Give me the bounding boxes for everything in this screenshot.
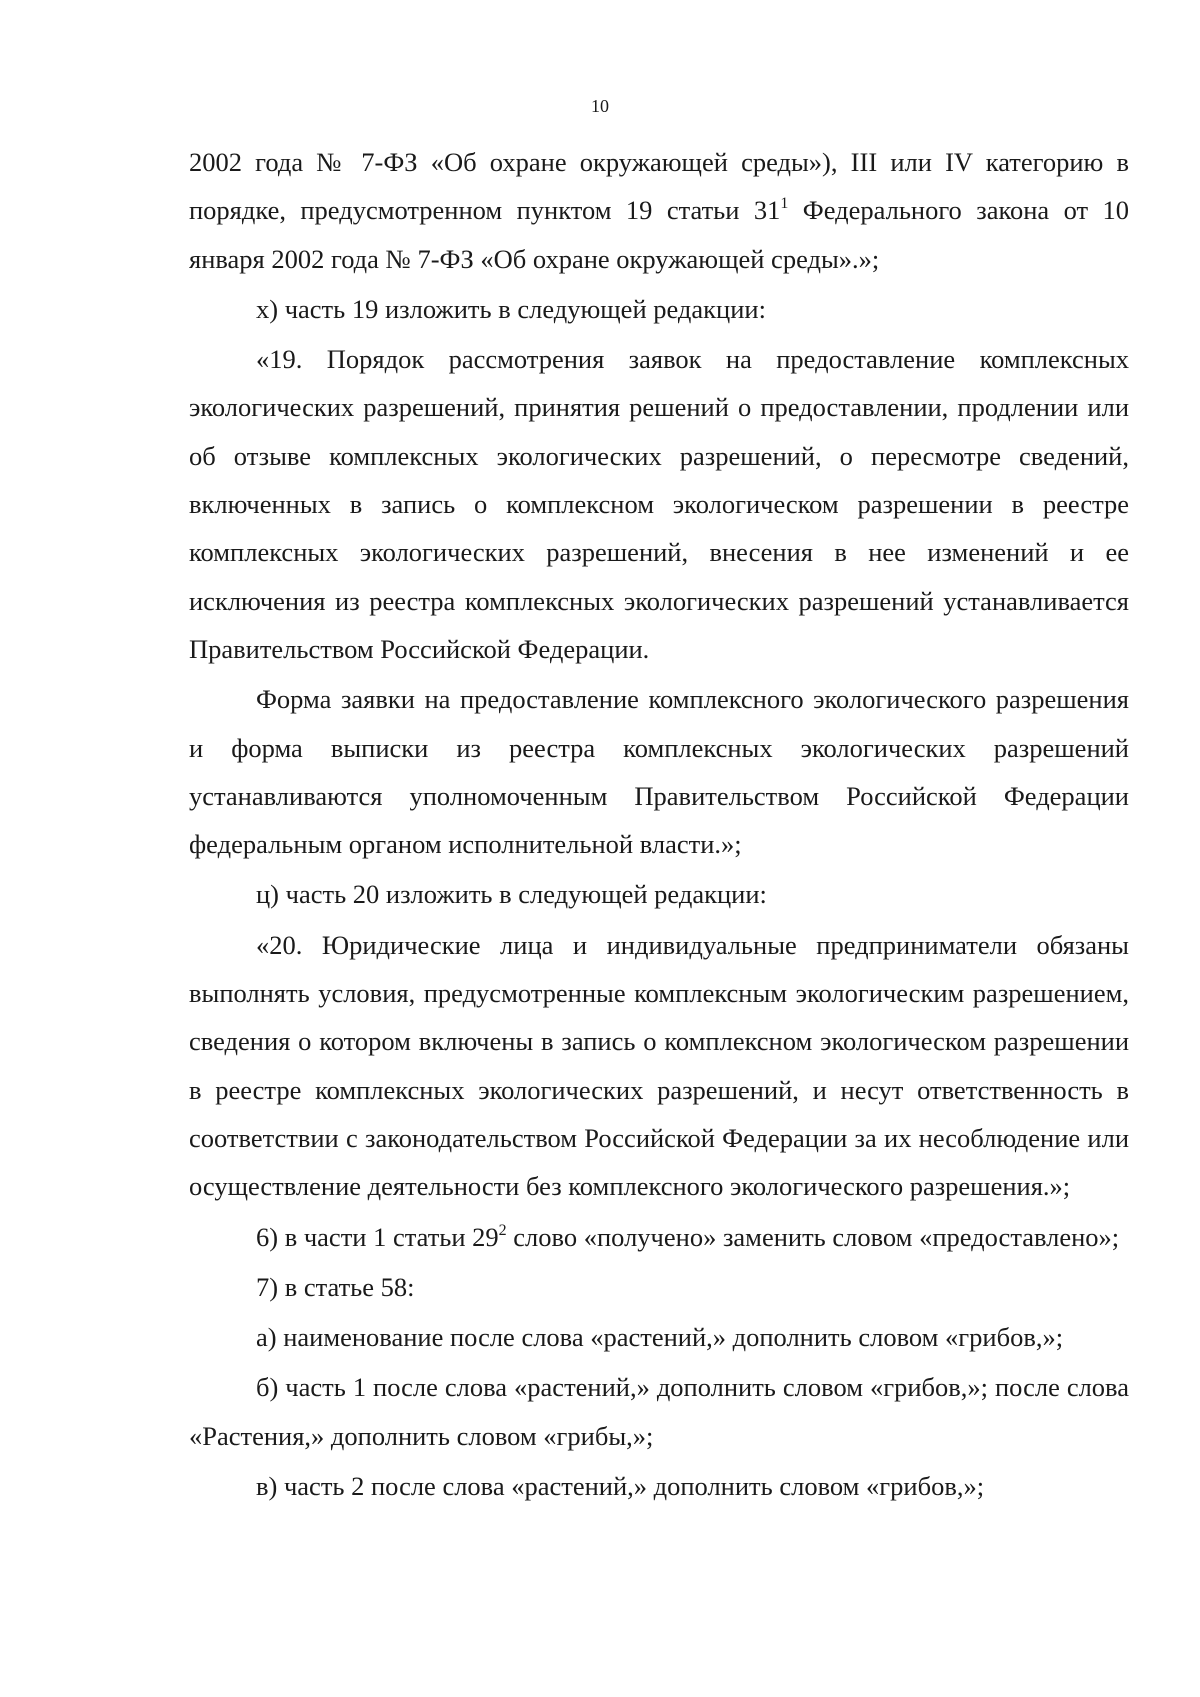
paragraph-application-form: Форма заявки на предоставление комплексного экологического разрешения и форма выписки из реестра комплексных экологических разрешений устанавливаются уполномоченным Правительством Российской Федерации федеральным органом исполнительной власти.»; bbox=[189, 684, 1129, 860]
paragraph-item-7: 7) в статье 58: bbox=[256, 1271, 415, 1302]
paragraph-item-kh: х) часть 19 изложить в следующей редакции: bbox=[256, 293, 766, 324]
paragraph-text: 6) в части 1 статьи 29 bbox=[256, 1221, 499, 1252]
paragraph-part-19: «19. Порядок рассмотрения заявок на предоставление комплексных экологических разрешений, принятия решений о предоставлении, продлении или об отзыве комплексных экологических разрешений, о пересмотре сведений, включенных в запись о комплексном экологическом разрешении в реестре комплексных экологических разрешений, внесения в нее изменений и ее исключения из реестра комплексных экологических разрешений устанавливается Правительством Российской Федерации. bbox=[189, 344, 1129, 664]
page-number: 10 bbox=[591, 96, 609, 116]
document-body bbox=[189, 138, 1129, 1510]
paragraph-item-b: б) часть 1 после слова «растений,» дополнить словом «грибов,»; после слова «Растения,» дополнить словом «грибы,»; bbox=[189, 1372, 1129, 1451]
paragraph-item-a: а) наименование после слова «растений,» дополнить словом «грибов,»; bbox=[256, 1322, 1064, 1353]
paragraph-category-reference bbox=[189, 138, 1129, 283]
paragraph-text: Федерального закона от 10 января 2002 года № 7-ФЗ «Об охране окружающей среды».»; bbox=[189, 195, 1129, 274]
paragraph-item-6 bbox=[189, 1213, 1129, 1261]
paragraph-text: слово «получено» заменить словом «предоставлено»; bbox=[506, 1221, 1120, 1252]
paragraph-item-v: в) часть 2 после слова «растений,» дополнить словом «грибов,»; bbox=[256, 1471, 985, 1502]
superscript: 1 bbox=[780, 195, 789, 213]
superscript: 2 bbox=[498, 1221, 507, 1239]
paragraph-text: 2002 года № 7-ФЗ «Об охране окружающей среды»), III или IV категорию в порядке, предусмотренном пунктом 19 статьи 31 bbox=[189, 147, 1129, 226]
paragraph-part-20: «20. Юридические лица и индивидуальные предприниматели обязаны выполнять условия, предусмотренные комплексным экологическим разрешением, сведения о котором включены в запись о комплексном экологическом разрешении в реестре комплексных экологических разрешений, и несут ответственность в соответствии с законодательством Российской Федерации за их несоблюдение или осуществление деятельности без комплексного экологического разрешения.»; bbox=[189, 929, 1129, 1202]
paragraph-item-ts: ц) часть 20 изложить в следующей редакции: bbox=[256, 879, 767, 910]
